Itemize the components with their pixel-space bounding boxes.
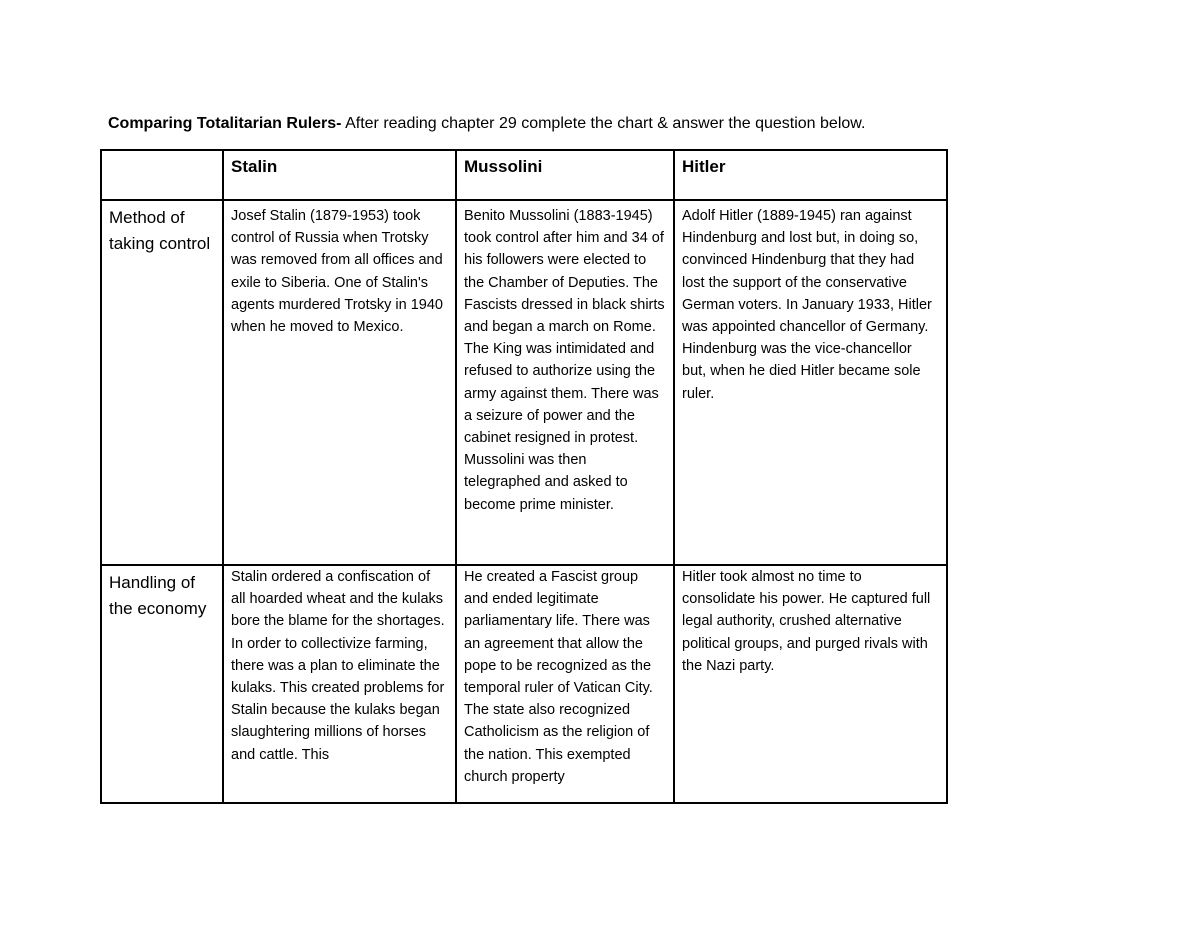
- cell-hitler-economy: Hitler took almost no time to consolidate his power. He captured full legal authority, crushed alternative political groups, and purged rivals with the Nazi party.: [674, 565, 947, 803]
- header-mussolini: Mussolini: [456, 150, 674, 200]
- cell-mussolini-economy: He created a Fascist group and ended legitimate parliamentary life. There was an agreement that allow the pope to be recognized as the temporal ruler of Vatican City. The state also recognized Catholicism as the religion of the nation. This exempted church property: [456, 565, 674, 803]
- header-stalin: Stalin: [223, 150, 456, 200]
- table-header-row: [101, 150, 947, 200]
- table-row: [101, 565, 947, 803]
- heading-title: Comparing Totalitarian Rulers-: [108, 115, 342, 132]
- header-cell-blank: [101, 150, 223, 200]
- comparison-table: [100, 149, 948, 804]
- table-row: [101, 200, 947, 565]
- header-hitler: Hitler: [674, 150, 947, 200]
- cell-stalin-method: Josef Stalin (1879-1953) took control of Russia when Trotsky was removed from all offices and exile to Siberia. One of Stalin's agents murdered Trotsky in 1940 when he moved to Mexico.: [223, 200, 456, 565]
- page-heading: [108, 114, 1008, 134]
- cell-mussolini-method: Benito Mussolini (1883-1945) took control after him and 34 of his followers were elected to the Chamber of Deputies. The Fascists dressed in black shirts and began a march on Rome. The King was intimidated and refused to authorize using the army against them. There was a seizure of power and the cabinet resigned in protest. Mussolini was then telegraphed and asked to become prime minister.: [456, 200, 674, 565]
- row-label-method: Method of taking control: [101, 200, 223, 565]
- heading-instructions: After reading chapter 29 complete the chart & answer the question below.: [341, 115, 866, 132]
- row-label-economy: Handling of the economy: [101, 565, 223, 803]
- cell-hitler-method: Adolf Hitler (1889-1945) ran against Hindenburg and lost but, in doing so, convinced Hindenburg that they had lost the support of the conservative German voters. In January 1933, Hitler was appointed chancellor of Germany. Hindenburg was the vice-chancellor but, when he died Hitler became sole ruler.: [674, 200, 947, 565]
- cell-stalin-economy: Stalin ordered a confiscation of all hoarded wheat and the kulaks bore the blame for the shortages. In order to collectivize farming, there was a plan to eliminate the kulaks. This created problems for Stalin because the kulaks began slaughtering millions of horses and cattle. This: [223, 565, 456, 803]
